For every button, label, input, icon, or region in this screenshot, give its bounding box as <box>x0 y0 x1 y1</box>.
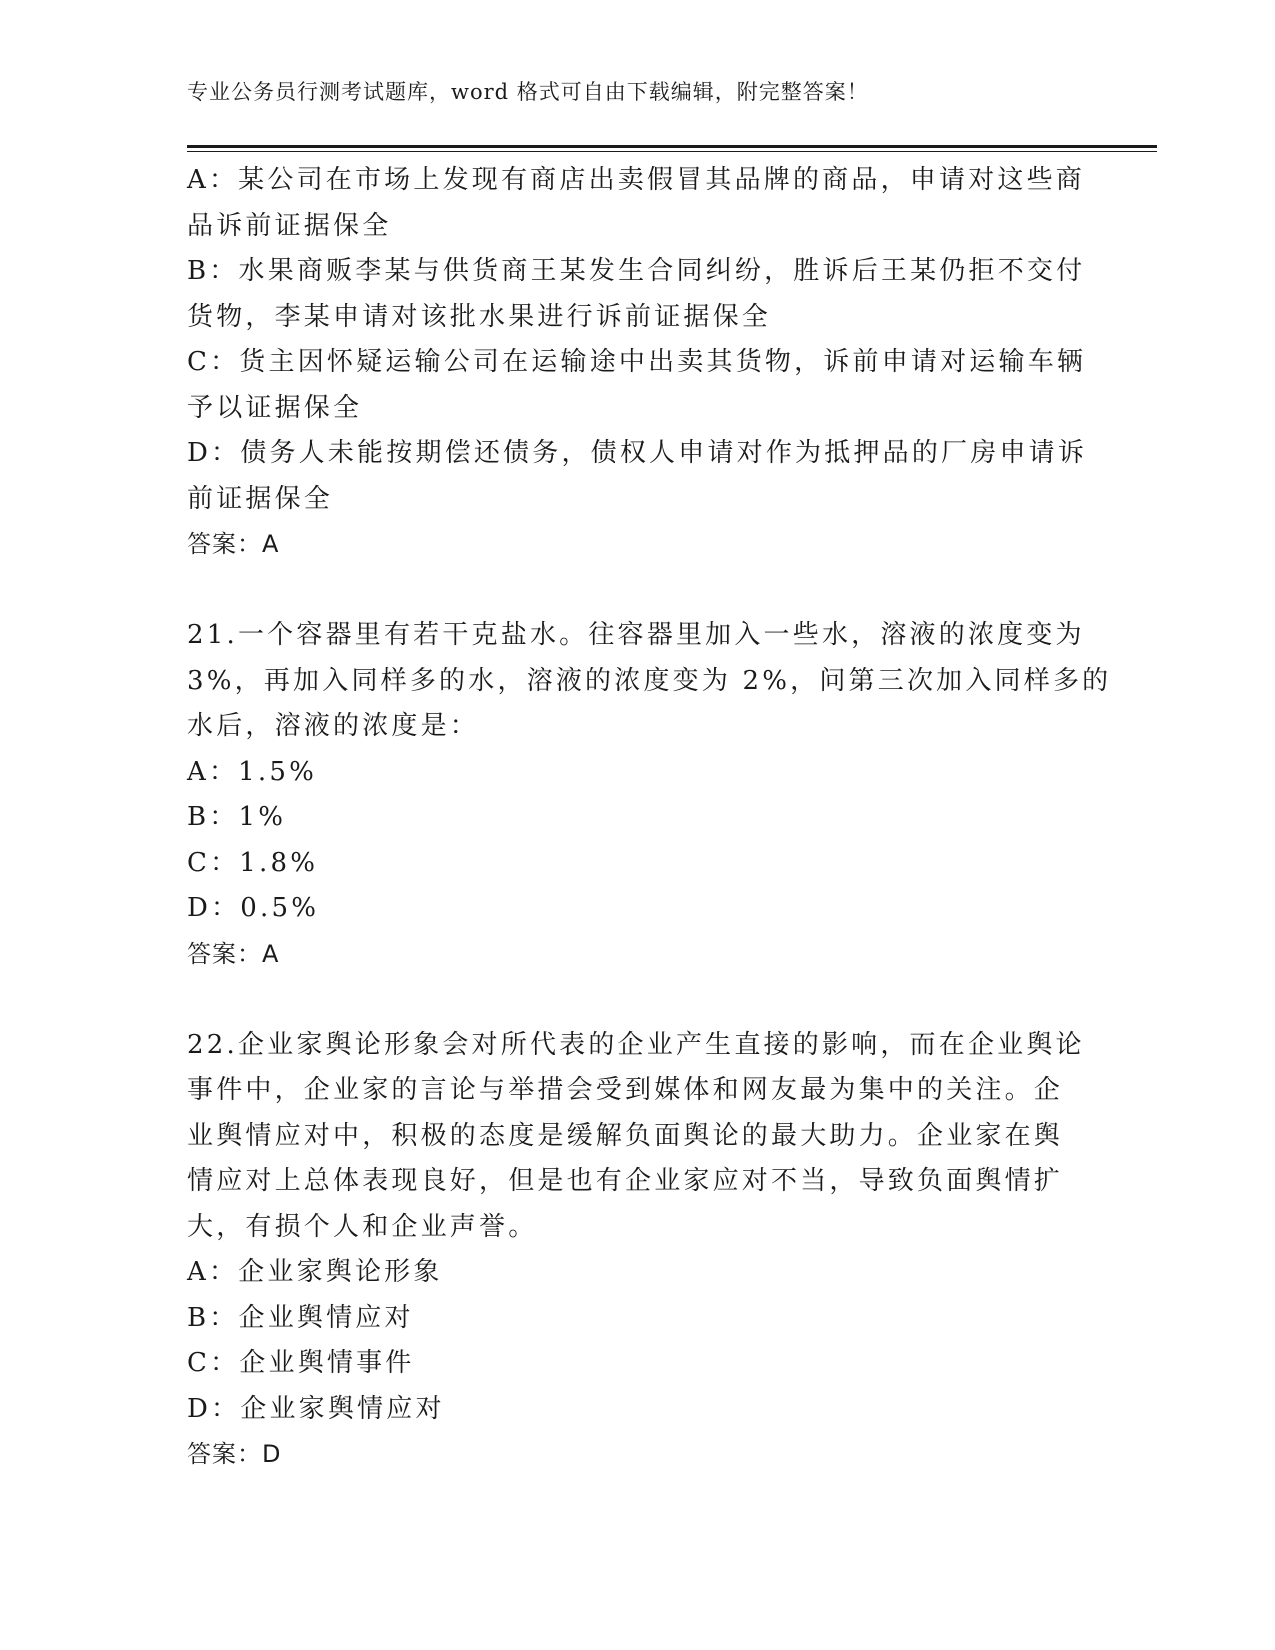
q20-option-c-line2: 予以证据保全 <box>187 392 363 423</box>
q22-stem-line2: 事件中，企业家的言论与举措会受到媒体和网友最为集中的关注。企 <box>187 1075 1064 1105</box>
q22-stem-line3: 业舆情应对中，积极的态度是缓解负面舆论的最大助力。企业家在舆 <box>187 1120 1064 1151</box>
q21-answer: 答案：A <box>187 939 280 968</box>
q20-option-b-line1: B：水果商贩李某与供货商王某发生合同纠纷，胜诉后王某仍拒不交付 <box>187 256 1086 286</box>
header-rule-thick <box>187 145 1157 148</box>
q20-option-c-line1: C：货主因怀疑运输公司在运输途中出卖其货物，诉前申请对运输车辆 <box>187 347 1087 377</box>
q21-stem-line2: 3%，再加入同样多的水，溶液的浓度变为 2%，问第三次加入同样多的 <box>187 665 1112 696</box>
q22-answer: 答案：D <box>187 1440 282 1468</box>
q20-option-a-line1: A：某公司在市场上发现有商店出卖假冒其品牌的商品，申请对这些商 <box>187 165 1085 195</box>
spacer <box>187 568 1087 614</box>
q22-option-a: A：企业家舆论形象 <box>187 1257 443 1287</box>
q22-option-d: D：企业家舆情应对 <box>187 1393 445 1424</box>
q20-option-b-line2: 货物，李某申请对该批水果进行诉前证据保全 <box>187 301 772 332</box>
q22-stem-line1: 22.企业家舆论形象会对所代表的企业产生直接的影响，而在企业舆论 <box>187 1029 1085 1060</box>
q20-answer: 答案：A <box>187 530 280 558</box>
q22-stem-line4: 情应对上总体表现良好，但是也有企业家应对不当，导致负面舆情扩 <box>187 1166 1064 1196</box>
question-22 <box>187 1023 1087 1478</box>
q20-option-a-line2: 品诉前证据保全 <box>187 210 392 241</box>
q22-stem-line5: 大，有损个人和企业声誉。 <box>187 1211 538 1242</box>
q21-option-c: C：1.8% <box>187 847 319 878</box>
q21-stem-line1: 21.一个容器里有若干克盐水。往容器里加入一些水，溶液的浓度变为 <box>187 620 1085 650</box>
page-header: 专业公务员行测考试题库，word 格式可自由下载编辑，附完整答案！ <box>187 80 869 104</box>
q21-option-a: A：1.5% <box>187 756 318 787</box>
q21-stem-line3: 水后，溶液的浓度是： <box>187 711 480 741</box>
q20-option-d-line1: D：债务人未能按期偿还债务，债权人申请对作为抵押品的厂房申请诉 <box>187 438 1088 468</box>
spacer <box>187 977 1087 1023</box>
q21-option-d: D：0.5% <box>187 893 320 923</box>
question-21 <box>187 613 1112 977</box>
q22-option-c: C：企业舆情事件 <box>187 1348 415 1378</box>
q20-option-d-line2: 前证据保全 <box>187 483 334 514</box>
page-content <box>187 158 1112 1478</box>
question-20-options <box>187 158 1087 568</box>
q22-option-b: B：企业舆情应对 <box>187 1302 414 1333</box>
header-rule-thin <box>187 151 1157 152</box>
q21-option-b: B：1% <box>187 802 287 832</box>
